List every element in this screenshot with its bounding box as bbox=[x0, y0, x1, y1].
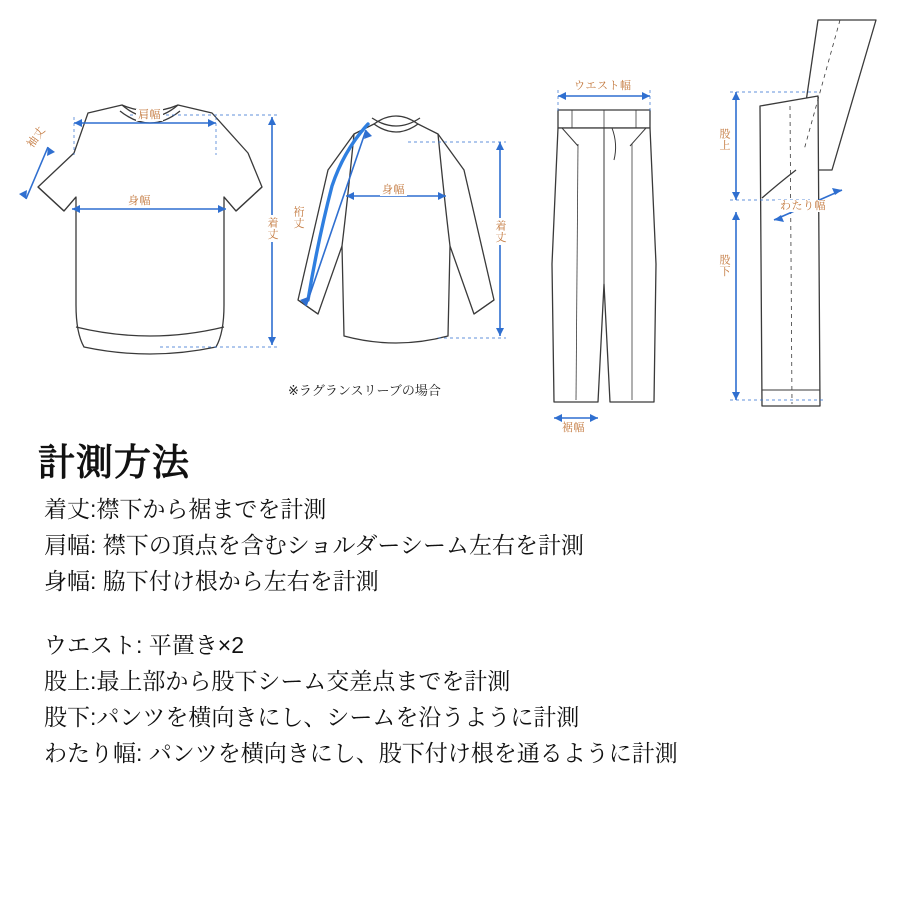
label-pants-watarihaba: わたり幅 bbox=[780, 200, 826, 212]
instruction-matagami: 股上:最上部から股下シーム交差点までを計測 bbox=[44, 668, 511, 694]
label-pants-waist: ウエスト幅 bbox=[574, 80, 632, 92]
instruction-watarihaba: わたり幅: パンツを横向きにし、股下付け根を通るように計測 bbox=[44, 740, 678, 766]
instruction-waist: ウエスト: 平置き×2 bbox=[44, 632, 245, 658]
label-tshirt-katahaba: 肩幅 bbox=[138, 109, 161, 121]
label-pants-matagami: 股上 bbox=[718, 128, 730, 151]
bottoms-instruction-list bbox=[0, 630, 900, 768]
instruction-kitake: 着丈:襟下から裾までを計測 bbox=[44, 496, 327, 522]
instruction-mihaba: 身幅: 脇下付け根から左右を計測 bbox=[44, 568, 379, 594]
instruction-katahaba: 肩幅: 襟下の頂点を含むショルダーシーム左右を計測 bbox=[44, 532, 584, 558]
instructions-block bbox=[0, 432, 900, 774]
label-pants-matashita: 股下 bbox=[718, 254, 730, 277]
tops-instruction-list bbox=[0, 494, 900, 596]
page-title: 計測方法 bbox=[38, 442, 190, 483]
tshirt-diagram bbox=[10, 95, 300, 365]
label-tshirt-mihaba: 身幅 bbox=[128, 195, 151, 207]
label-tshirt-sodetake: 袖丈 bbox=[25, 124, 49, 151]
raglan-diagram bbox=[288, 100, 528, 360]
label-raglan-mihaba: 身幅 bbox=[382, 184, 405, 196]
raglan-note: ※ラグランスリーブの場合 bbox=[288, 383, 441, 398]
label-pants-suso: 裾幅 bbox=[562, 422, 585, 434]
label-tshirt-kitake: 着丈 bbox=[266, 217, 278, 240]
diagram-area bbox=[0, 0, 900, 440]
label-raglan-kitake: 着丈 bbox=[494, 220, 506, 243]
instruction-matashita: 股下:パンツを横向きにし、シームを沿うように計測 bbox=[44, 704, 580, 730]
pants-front-diagram bbox=[528, 80, 678, 434]
label-raglan-yukitake: 裄丈 bbox=[292, 206, 304, 229]
pants-side-diagram bbox=[700, 20, 890, 420]
